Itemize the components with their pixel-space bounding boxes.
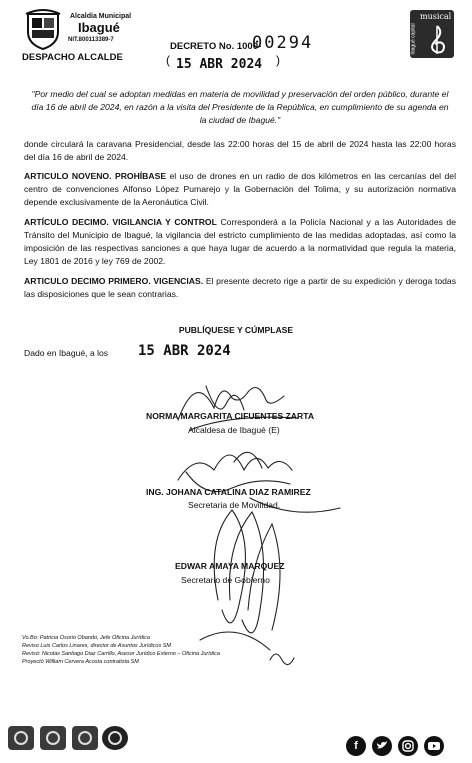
article-tenth-heading: ARTÍCULO DECIMO. VIGILANCIA Y CONTROL	[24, 217, 217, 227]
signer-1-name: NORMA MARGARITA CIFUENTES ZARTA	[146, 411, 315, 421]
office-name: DESPACHO ALCALDE	[22, 52, 123, 63]
given-date-stamp: 15 ABR 2024	[138, 343, 231, 359]
article-ninth-text: el uso de drones en un radio de dos kilómetros en las cercanías del del centro de convenciones Alfonso López Pumarejo y la Gobernación del Tolima, y su autorización normativa depende exclusivamente de la Aeronáutica Civil.	[24, 171, 456, 207]
city-name: Ibagué	[78, 20, 120, 35]
signer-3-title: Secretario de Gobierno	[181, 575, 270, 585]
reviewer-line: Revisó: Nicolas Santiago Diaz Carrillo, Asesor Jurídico Externo – Oficina Jurídica	[22, 651, 220, 657]
decree-label: DECRETO No. 1000-	[170, 41, 262, 52]
decree-number: 00294	[252, 33, 314, 53]
signer-2-title: Secretaria de Movilidad.	[188, 500, 281, 510]
certification-logo-icon	[8, 726, 34, 750]
seal-logo-icon	[102, 726, 128, 750]
youtube-icon[interactable]	[424, 736, 444, 756]
decree-subject: "Por medio del cual se adoptan medidas en materia de movilidad y preservación del orden público, durante el día 16 de abril de 2024, en razón a la visita del Presidente de la República, en cumplimiento de su agenda en la ciudad de Ibagué."	[31, 89, 449, 125]
facebook-icon[interactable]: f	[346, 736, 366, 756]
reviewers-block	[22, 634, 220, 666]
article-eleventh-text: El presente decreto rige a partir de su expedición y deroga todas las disposiciones que le sean contrarias.	[24, 276, 456, 299]
paren-right: )	[276, 53, 280, 67]
entity-name: Alcaldía Municipal	[70, 13, 132, 20]
signer-3-name: EDWAR AMAYA MARQUEZ	[175, 561, 285, 571]
music-logo-text: musical	[420, 12, 452, 21]
twitter-icon[interactable]	[372, 736, 392, 756]
article-tenth-text: Corresponderá a la Policía Nacional y a las Autoridades de Tránsito del Municipio de Ibagué, la vigilancia del estricto cumplimiento de las medidas adoptadas, así como la imposición de las respectivas sanciones a que haya lugar de acuerdo a la normatividad que regula la materia, Ley 1801 de 2016 y ley 769 de 2002.	[24, 217, 456, 266]
reviewer-line: Proyectó William Cervera Acosta contratista SM	[22, 659, 139, 665]
given-in-text: Dado en Ibagué, a los	[24, 348, 109, 358]
nit-number: NIT.800113389-7	[68, 37, 114, 43]
signer-1-title: Alcaldesa de Ibagué (E)	[188, 425, 280, 435]
paragraph-caravan-schedule: donde circulará la caravana Presidencial, desde las 22:00 horas del 15 de abril de 2024 hasta las 22:00 horas del día 16 de abril de 2024.	[24, 139, 456, 162]
article-eleventh-heading: ARTICULO DECIMO PRIMERO. VIGENCIAS.	[24, 276, 204, 286]
reviewer-line: Reviso Luis Carlos Linares, director de Asuntos Jurídicos SM	[22, 643, 171, 649]
paren-left: (	[166, 53, 170, 67]
closing-formula: PUBLÍQUESE Y CÚMPLASE	[178, 325, 294, 335]
reviewer-line: Vo.Bo: Patricia Osorio Obando, Jefe Oficina Jurídica	[22, 635, 150, 641]
music-logo-vertical-text: Ibagué capital	[410, 23, 417, 55]
decree-date-stamp: 15 ABR 2024	[176, 57, 263, 72]
article-ninth-heading: ARTICULO NOVENO. PROHÍBASE	[24, 171, 167, 181]
signer-2-name: ING. JOHANA CATALINA DIAZ RAMIREZ	[146, 487, 311, 497]
certification-logo-icon	[40, 726, 66, 750]
certification-logo-icon	[72, 726, 98, 750]
instagram-icon[interactable]	[398, 736, 418, 756]
